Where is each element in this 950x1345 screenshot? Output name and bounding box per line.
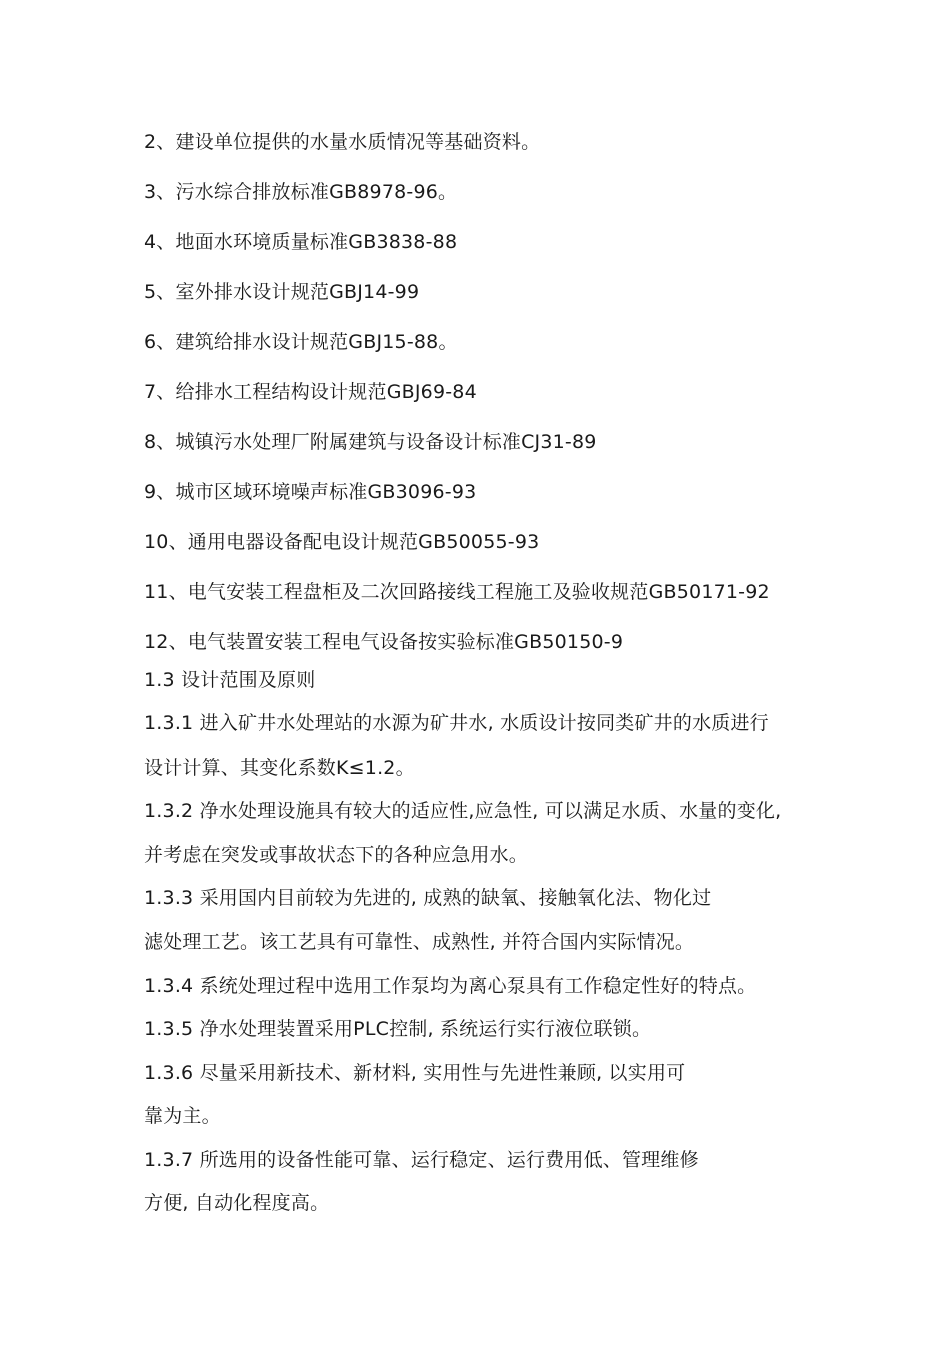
paragraph-1-3-1-line-1: 1.3.1 进入矿井水处理站的水源为矿井水, 水质设计按同类矿井的水质进行 <box>144 712 769 734</box>
paragraph-1-3-2-line-2: 并考虑在突发或事故状态下的各种应急用水。 <box>144 844 529 866</box>
paragraph-1-3-2-line-1: 1.3.2 净水处理设施具有较大的适应性,应急性, 可以满足水质、水量的变化, <box>144 800 782 822</box>
reference-item-9: 9、城市区域环境噪声标准GB3096-93 <box>144 481 477 503</box>
reference-item-5: 5、室外排水设计规范GBJ14-99 <box>144 281 420 303</box>
reference-item-10: 10、通用电器设备配电设计规范GB50055-93 <box>144 531 540 553</box>
paragraph-1-3-1-line-2: 设计计算、其变化系数K≤1.2。 <box>144 757 415 779</box>
paragraph-1-3-6-line-2: 靠为主。 <box>144 1105 221 1127</box>
reference-item-3: 3、污水综合排放标准GB8978-96。 <box>144 181 458 203</box>
reference-item-7: 7、给排水工程结构设计规范GBJ69-84 <box>144 381 477 403</box>
reference-item-2: 2、建设单位提供的水量水质情况等基础资料。 <box>144 131 541 153</box>
paragraph-1-3-6-line-1: 1.3.6 尽量采用新技术、新材料, 实用性与先进性兼顾, 以实用可 <box>144 1062 686 1084</box>
reference-item-8: 8、城镇污水处理厂附属建筑与设备设计标准CJ31-89 <box>144 431 597 453</box>
reference-item-6: 6、建筑给排水设计规范GBJ15-88。 <box>144 331 458 353</box>
reference-item-12: 12、电气装置安装工程电气设备按实验标准GB50150-9 <box>144 631 624 653</box>
reference-item-4: 4、地面水环境质量标准GB3838-88 <box>144 231 458 253</box>
paragraph-1-3-3-line-1: 1.3.3 采用国内目前较为先进的, 成熟的缺氧、接触氧化法、物化过 <box>144 887 712 909</box>
paragraph-1-3-5: 1.3.5 净水处理装置采用PLC控制, 系统运行实行液位联锁。 <box>144 1018 652 1040</box>
paragraph-1-3-7-line-1: 1.3.7 所选用的设备性能可靠、运行稳定、运行费用低、管理维修 <box>144 1149 699 1171</box>
paragraph-1-3-7-line-2: 方便, 自动化程度高。 <box>144 1192 330 1214</box>
paragraph-1-3-4: 1.3.4 系统处理过程中选用工作泵均为离心泵具有工作稳定性好的特点。 <box>144 975 757 997</box>
section-heading: 1.3 设计范围及原则 <box>144 669 316 691</box>
paragraph-1-3-3-line-2: 滤处理工艺。该工艺具有可靠性、成熟性, 并符合国内实际情况。 <box>144 931 695 953</box>
reference-item-11: 11、电气安装工程盘柜及二次回路接线工程施工及验收规范GB50171-92 <box>144 581 770 603</box>
